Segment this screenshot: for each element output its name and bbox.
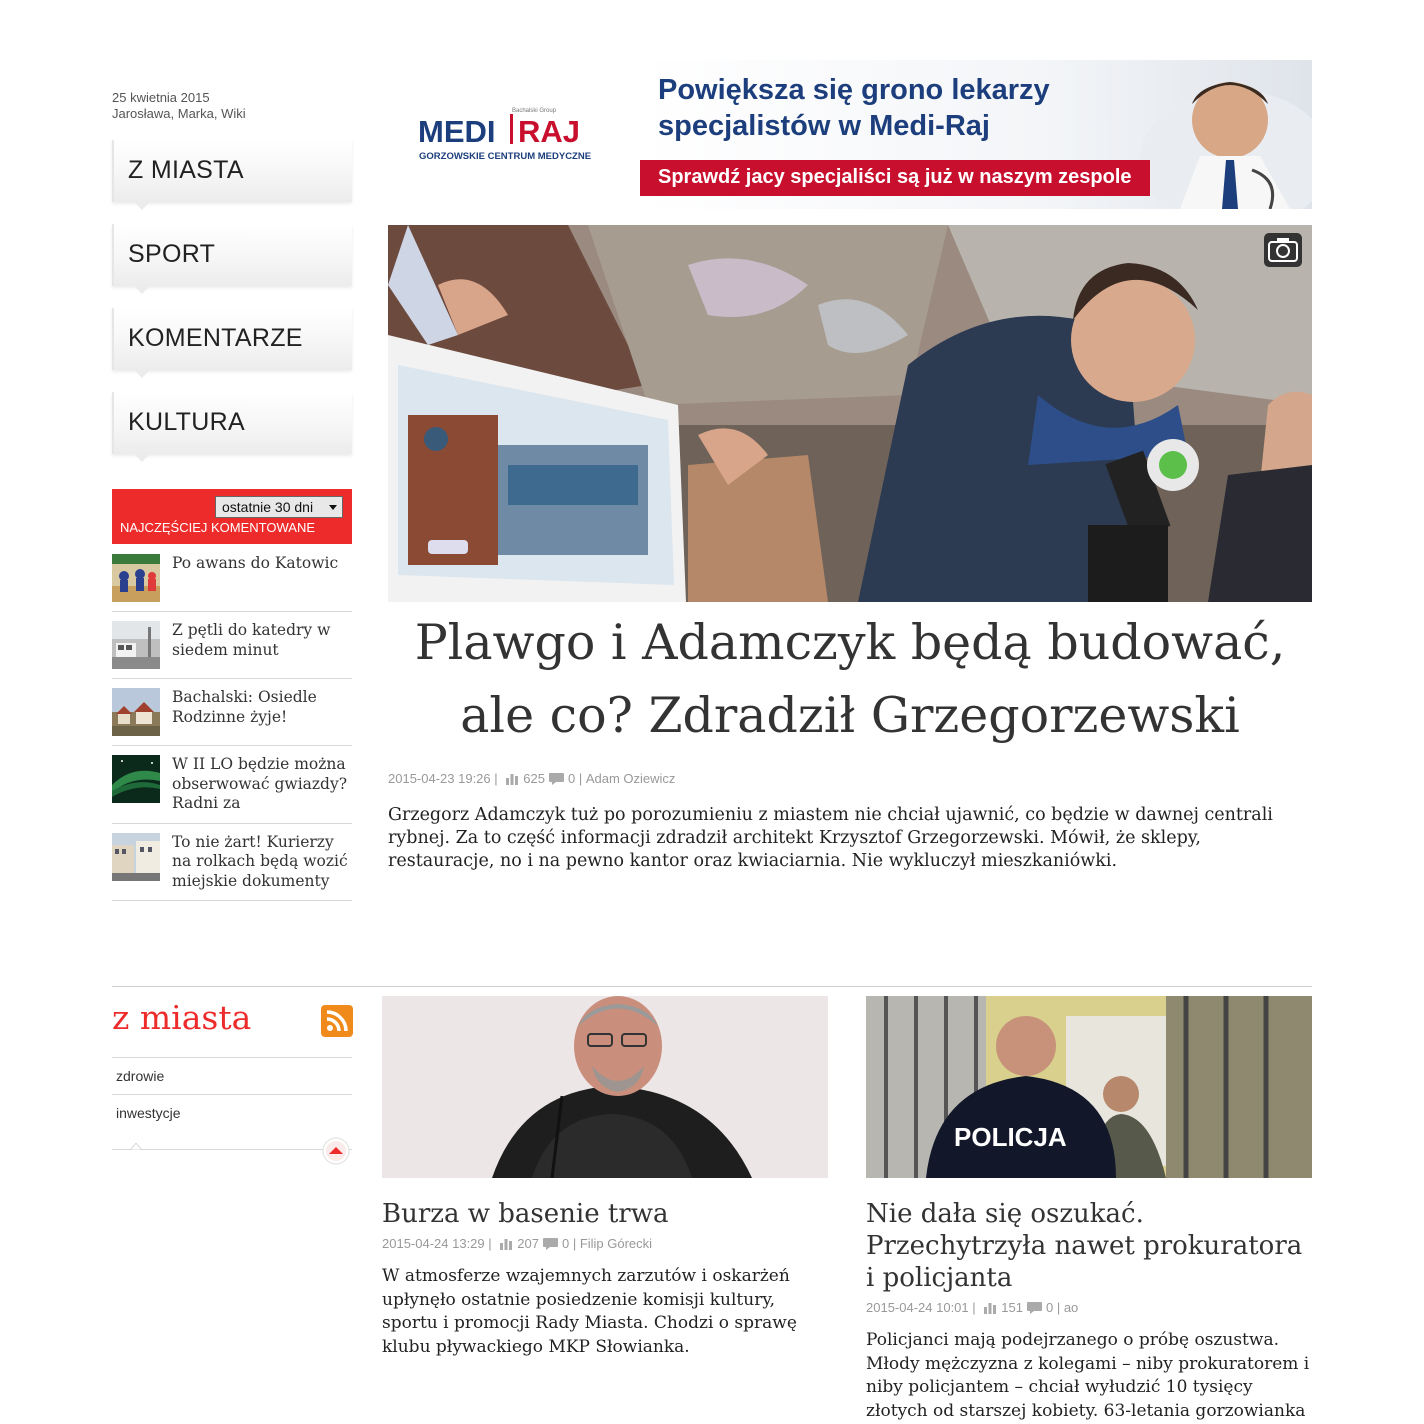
nav-item-komentarze[interactable] — [112, 308, 352, 370]
card-photo-speaker — [382, 996, 828, 1178]
article-date: 2015-04-24 13:29 — [382, 1236, 485, 1251]
views-icon — [983, 1301, 997, 1314]
ad-headline-2: specjalistów w Medi-Raj — [658, 110, 990, 142]
list-item[interactable] — [112, 824, 352, 902]
list-item-title: Z pętli do katedry w siedem minut — [172, 621, 331, 659]
list-item-title: Bachalski: Osiedle Rodzinne żyje! — [172, 688, 317, 726]
list-item-title: Po awans do Katowic — [172, 554, 339, 572]
thumbnail-street[interactable] — [112, 833, 160, 881]
subsection-zdrowie[interactable]: zdrowie — [112, 1057, 352, 1094]
camera-icon[interactable] — [1264, 233, 1302, 267]
ad-headline-1: Powiększa się grono lekarzy — [658, 74, 1050, 106]
chevron-down-icon — [329, 505, 337, 510]
nav-notch — [134, 454, 150, 462]
nav-item-label: SPORT — [128, 240, 216, 268]
period-select[interactable] — [215, 496, 343, 518]
hero-title[interactable]: Plawgo i Adamczyk będą budować, ale co? Zdradził Grzegorzewski — [414, 614, 1286, 744]
thumbnail-tram[interactable] — [112, 621, 160, 669]
notch-icon — [130, 1143, 142, 1150]
article-author: Adam Oziewicz — [585, 771, 676, 786]
section-divider — [112, 986, 1312, 987]
rss-icon[interactable] — [321, 1005, 353, 1037]
logo-group-text: Bachalski Group — [512, 108, 557, 114]
meta-separator: | — [490, 771, 502, 786]
most-commented-list — [112, 545, 352, 901]
views-count: 151 — [1001, 1300, 1023, 1315]
section-title[interactable]: z miasta — [112, 998, 252, 1037]
list-item[interactable] — [112, 612, 352, 679]
ad-cta-bar[interactable] — [640, 160, 1150, 196]
views-icon — [505, 772, 519, 785]
article-image[interactable] — [382, 996, 828, 1178]
article-author: ao — [1063, 1300, 1079, 1315]
comments-count: 0 — [1045, 1300, 1054, 1315]
hero-photo — [388, 225, 1312, 602]
list-item-title: W II LO będzie można obserwować gwiazdy? Radni za — [172, 755, 348, 812]
logo-subtitle: GORZOWSKIE CENTRUM MEDYCZNE — [419, 151, 592, 162]
subsection-inwestycje[interactable]: inwestycje — [112, 1094, 352, 1131]
nav-item-z-miasta[interactable] — [112, 140, 352, 202]
date-info — [112, 90, 246, 122]
article-image[interactable] — [866, 996, 1312, 1178]
meta-separator: | — [968, 1300, 980, 1315]
hero-meta — [388, 771, 675, 786]
nav-notch — [134, 202, 150, 210]
list-item[interactable] — [112, 679, 352, 746]
sidebar-nav — [112, 140, 352, 476]
article-meta — [866, 1300, 1312, 1315]
hero-image[interactable] — [388, 225, 1312, 602]
article-lead: Policjanci mają podejrzanego o próbę oszustwa. Młody mężczyzna z kolegami – niby prokuratorem i niby policjantem – chciał wyłudzić 10 tysięcy złotych od starszej kobiety. 63-letania gorzowianka — [866, 1330, 1310, 1421]
article-title[interactable]: Burza w basenie trwa — [382, 1199, 669, 1229]
views-icon — [499, 1237, 513, 1250]
nav-item-label: Z MIASTA — [128, 156, 244, 184]
nav-item-label: KOMENTARZE — [128, 324, 303, 352]
comments-icon — [549, 772, 564, 785]
article-card — [382, 996, 828, 1359]
nav-item-label: KULTURA — [128, 408, 245, 436]
most-commented-title: NAJCZĘŚCIEJ KOMENTOWANE — [120, 520, 316, 535]
comments-icon — [543, 1237, 558, 1250]
thumbnail-estate[interactable] — [112, 688, 160, 736]
article-date: 2015-04-24 10:01 — [866, 1300, 969, 1315]
card-photo-police — [866, 996, 1312, 1178]
article-date: 2015-04-23 19:26 — [388, 771, 491, 786]
views-count: 207 — [517, 1236, 539, 1251]
views-count: 625 — [523, 771, 545, 786]
comments-count: 0 — [567, 771, 576, 786]
nav-notch — [134, 370, 150, 378]
meta-separator: | — [484, 1236, 496, 1251]
article-card — [866, 996, 1312, 1423]
article-meta — [382, 1236, 828, 1251]
article-lead: W atmosferze wzajemnych zarzutów i oskarżeń upłynęło ostatnie posiedzenie komisji kultury, sportu i promocji Rady Miasta. Chodzi o sprawę klubu pływackiego MKP Słowianka. — [382, 1266, 797, 1357]
subsection-bottom-line — [112, 1149, 352, 1150]
comments-icon — [1027, 1301, 1042, 1314]
nav-notch — [134, 286, 150, 294]
article-author: Filip Górecki — [579, 1236, 653, 1251]
meta-separator: | — [569, 1236, 580, 1251]
article-title[interactable]: Nie dała się oszukać. Przechytrzyła nawet prokuratora i policjanta — [866, 1199, 1303, 1293]
police-vest-text: POLICJA — [954, 1122, 1067, 1152]
list-item[interactable] — [112, 746, 352, 824]
meta-separator: | — [575, 771, 586, 786]
nav-item-sport[interactable] — [112, 224, 352, 286]
period-select-value: ostatnie 30 dni — [222, 499, 314, 515]
logo-name-right: RAJ — [518, 114, 581, 149]
medi-raj-logo[interactable] — [410, 100, 620, 170]
collapse-up-icon[interactable] — [322, 1137, 350, 1165]
subsection-list — [112, 1057, 352, 1131]
hero-lead: Grzegorz Adamczyk tuż po porozumieniu z miastem nie chciał ujawnić, co będzie w dawnej centrali rybnej. Za to część informacji zdradził architekt Krzysztof Grzegorzewski. Mówił, że sklepy, restauracje, no i na pewno kantor oraz kwiaciarnia. Nie wykluczył mieszkaniówki. — [388, 805, 1273, 871]
thumbnail-basketball[interactable] — [112, 554, 160, 602]
meta-separator: | — [1053, 1300, 1064, 1315]
current-date: 25 kwietnia 2015 — [112, 90, 210, 105]
nav-item-kultura[interactable] — [112, 392, 352, 454]
logo-name-left: MEDI — [418, 114, 496, 149]
most-commented-header — [112, 489, 352, 544]
ad-cta-text: Sprawdź jacy specjaliści są już w naszym zespole — [658, 166, 1132, 188]
thumbnail-aurora[interactable] — [112, 755, 160, 803]
comments-count: 0 — [561, 1236, 570, 1251]
namedays: Jarosława, Marka, Wiki — [112, 106, 246, 121]
ad-banner[interactable] — [640, 60, 1312, 209]
list-item[interactable] — [112, 545, 352, 612]
list-item-title: To nie żart! Kurierzy na rolkach będą wozić miejskie dokumenty — [172, 832, 348, 890]
